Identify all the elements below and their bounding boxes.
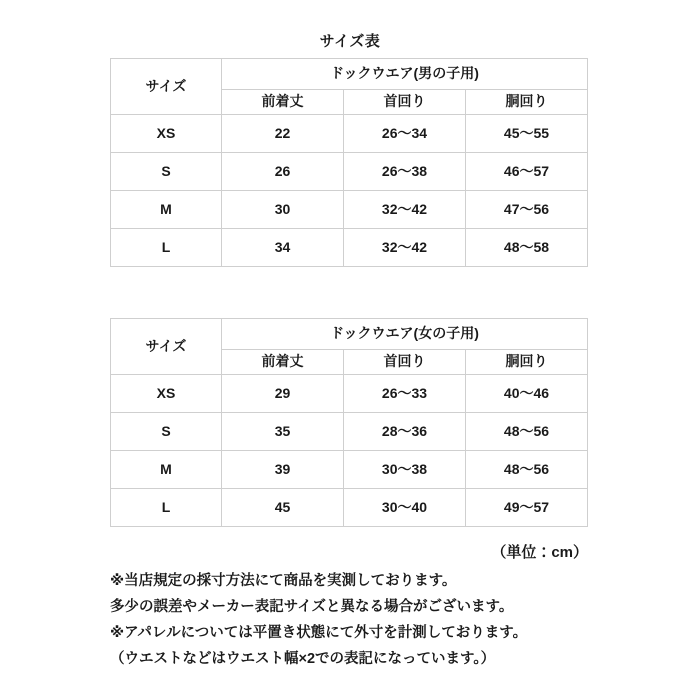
cell-size: M	[111, 451, 222, 489]
table-row	[111, 191, 588, 229]
cell-front-length: 30	[222, 191, 344, 229]
footnotes	[110, 568, 630, 672]
cell-size: XS	[111, 115, 222, 153]
footnote-line: ※アパレルについては平置き状態にて外寸を計測しております。	[110, 625, 528, 641]
cell-neck: 30〜40	[344, 489, 466, 527]
table-row	[111, 413, 588, 451]
cell-chest: 46〜57	[466, 153, 588, 191]
header-front-length-girls: 前着丈	[222, 350, 344, 375]
size-table-boys	[110, 58, 588, 267]
cell-size: L	[111, 229, 222, 267]
cell-neck: 26〜38	[344, 153, 466, 191]
header-neck-girls: 首回り	[344, 350, 466, 375]
cell-front-length: 39	[222, 451, 344, 489]
page-title: サイズ表	[319, 33, 381, 50]
cell-size: XS	[111, 375, 222, 413]
cell-size: S	[111, 413, 222, 451]
table-row	[111, 489, 588, 527]
header-neck-boys: 首回り	[344, 90, 466, 115]
table-header-row-group	[111, 319, 588, 350]
cell-size: S	[111, 153, 222, 191]
cell-front-length: 22	[222, 115, 344, 153]
header-chest-girls: 胴回り	[466, 350, 588, 375]
table-row	[111, 451, 588, 489]
cell-front-length: 45	[222, 489, 344, 527]
header-group-girls: ドックウエア(女の子用)	[222, 319, 588, 350]
header-size-girls: サイズ	[111, 319, 222, 375]
cell-chest: 40〜46	[466, 375, 588, 413]
footnote-line: 多少の誤差やメーカー表記サイズと異なる場合がございます。	[110, 599, 514, 615]
cell-chest: 45〜55	[466, 115, 588, 153]
cell-front-length: 35	[222, 413, 344, 451]
cell-neck: 32〜42	[344, 229, 466, 267]
header-front-length-boys: 前着丈	[222, 90, 344, 115]
cell-neck: 26〜33	[344, 375, 466, 413]
header-chest-boys: 胴回り	[466, 90, 588, 115]
cell-size: M	[111, 191, 222, 229]
unit-note: （単位：cm）	[491, 544, 588, 561]
cell-neck: 30〜38	[344, 451, 466, 489]
cell-chest: 47〜56	[466, 191, 588, 229]
header-size-boys: サイズ	[111, 59, 222, 115]
cell-front-length: 34	[222, 229, 344, 267]
table-row	[111, 229, 588, 267]
cell-chest: 48〜56	[466, 451, 588, 489]
cell-size: L	[111, 489, 222, 527]
header-group-boys: ドックウエア(男の子用)	[222, 59, 588, 90]
cell-neck: 28〜36	[344, 413, 466, 451]
cell-front-length: 29	[222, 375, 344, 413]
cell-chest: 49〜57	[466, 489, 588, 527]
size-table-girls	[110, 318, 588, 527]
table-row	[111, 115, 588, 153]
cell-chest: 48〜58	[466, 229, 588, 267]
cell-front-length: 26	[222, 153, 344, 191]
footnote-line: ※当店規定の採寸方法にて商品を実測しております。	[110, 573, 457, 589]
footnote-line: （ウエストなどはウエスト幅×2での表記になっています。）	[110, 651, 496, 667]
cell-neck: 26〜34	[344, 115, 466, 153]
table-row	[111, 153, 588, 191]
cell-neck: 32〜42	[344, 191, 466, 229]
table-header-row-group	[111, 59, 588, 90]
table-row	[111, 375, 588, 413]
cell-chest: 48〜56	[466, 413, 588, 451]
